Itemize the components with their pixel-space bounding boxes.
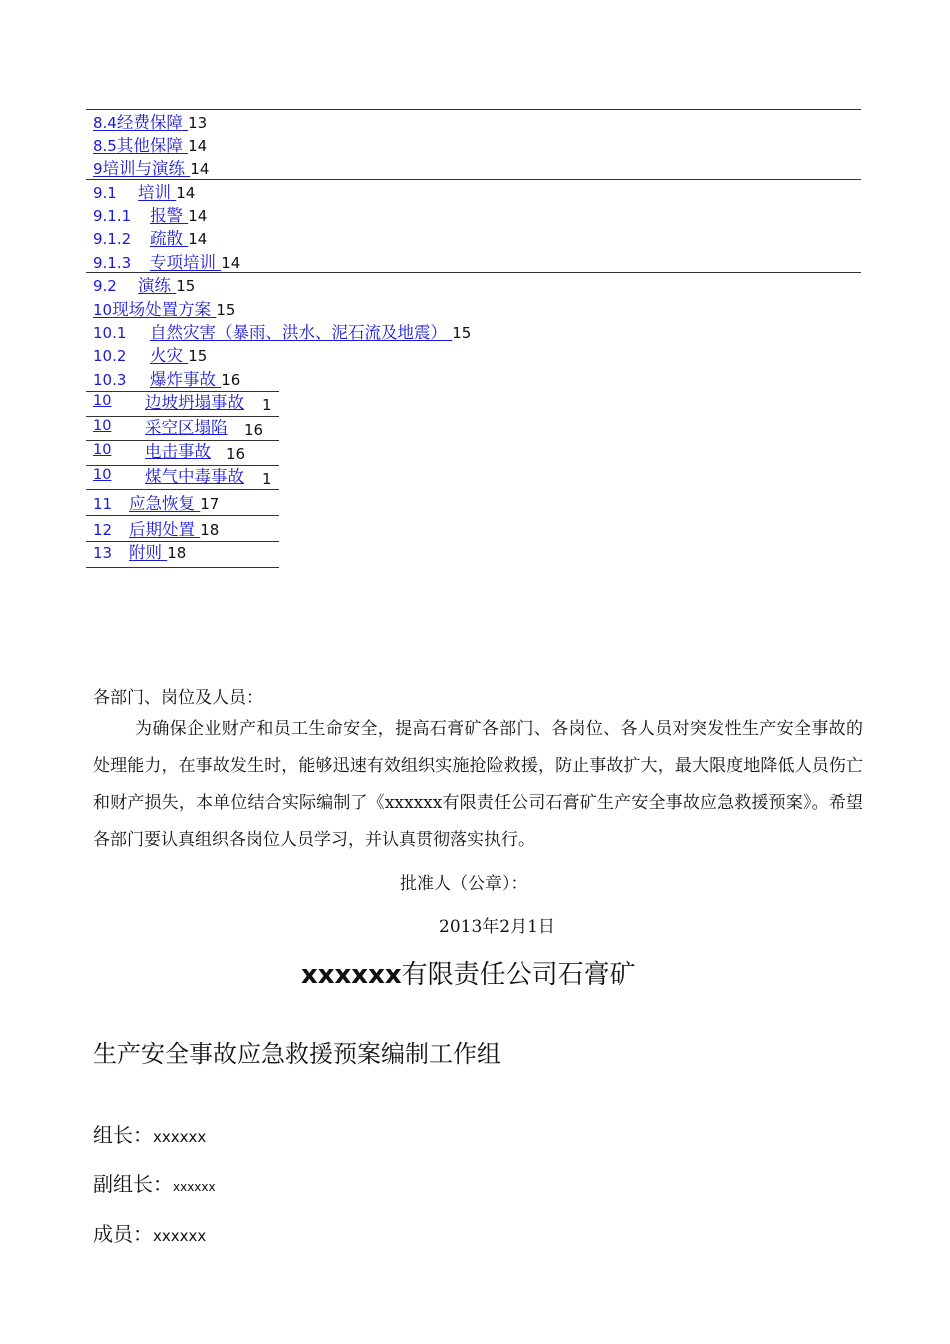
toc-link[interactable]: 煤气中毒事故 [145,467,244,486]
toc-link-number[interactable]: 10 [93,418,112,434]
toc-entry[interactable] [93,520,219,540]
toc-link[interactable]: 13 附则 [93,543,162,562]
toc-link[interactable]: 9.1.3 专项培训 [93,253,216,272]
toc-page-number: 18 [200,521,220,539]
toc-link[interactable]: 12 后期处置 [93,520,195,539]
toc-entry[interactable] [0,465,300,489]
toc-page-number: 15 [176,277,196,295]
toc-link[interactable]: 电击事故 [145,442,211,461]
toc-link[interactable]: 9.1.2 疏散 [93,229,183,248]
letter-body: 为确保企业财产和员工生命安全，提高石膏矿各部门、各岗位、各人员对突发性生产安全事故的处理能力，在事故发生时，能够迅速有效组织实施抢险救援，防止事故扩大，最大限度地降低人员伤亡和财产损失，本单位结合实际编制了《xxxxxx有限责任公司石膏矿生产安全事故应急救援预案》。希望各部门要认真组织各岗位人员学习，并认真贯彻落实执行。 [93,719,863,850]
toc-page-number: 13 [188,114,208,132]
toc-entry[interactable] [93,206,207,226]
deputy-leader [93,1168,216,1197]
toc-divider [86,515,279,516]
toc-entry[interactable] [93,494,219,514]
group-leader [93,1119,206,1148]
toc-entry[interactable] [93,370,240,390]
toc-entry[interactable] [93,183,195,203]
toc-link-number[interactable]: 10 [93,467,112,483]
toc-page-number: 14 [188,207,208,225]
toc-entry[interactable] [93,136,207,156]
toc-divider [86,109,861,110]
toc-link[interactable]: 8.5其他保障 [93,136,183,155]
toc-page-number: 15 [188,347,208,365]
toc-link[interactable]: 10现场处置方案 [93,300,212,319]
deputy-value: xxxxxx [173,1180,216,1194]
toc-page-number: 1 [262,396,272,414]
toc-link[interactable]: 9培训与演练 [93,159,186,178]
approver-line: 批准人（公章）： [400,874,528,894]
toc-entry[interactable] [93,113,207,133]
letter-salutation: 各部门、岗位及人员： [93,688,263,708]
toc-entry[interactable] [93,253,240,273]
toc-page-number: 18 [167,544,187,562]
toc-page-number: 14 [176,184,196,202]
member-label: 成员： [93,1222,153,1246]
toc-link[interactable]: 边坡坍塌事故 [145,393,244,412]
toc-page-number: 16 [221,371,241,389]
toc-entry[interactable] [93,229,207,249]
toc-entry[interactable] [93,159,209,179]
group-members [93,1218,206,1247]
toc-entry[interactable] [93,323,471,343]
toc-page-number: 17 [200,495,220,513]
toc-divider [86,567,279,568]
leader-value: xxxxxx [153,1128,207,1146]
toc-page-number: 14 [190,160,210,178]
toc-link[interactable]: 9.1 培训 [93,183,171,202]
company-name-prefix: xxxxxx [301,960,402,990]
toc-divider [86,489,279,490]
toc-link[interactable]: 11 应急恢复 [93,494,195,513]
toc-link[interactable]: 采空区塌陷 [145,418,228,437]
toc-link[interactable]: 9.1.1 报警 [93,206,183,225]
toc-entry[interactable] [0,440,300,465]
toc-page-number: 16 [226,445,246,463]
toc-page-number: 14 [221,254,241,272]
member-value: xxxxxx [153,1227,207,1245]
letter-date: 2013年2月1日 [439,917,555,937]
toc-link[interactable]: 10.3 爆炸事故 [93,370,216,389]
toc-page-number: 1 [262,470,272,488]
toc-entry[interactable] [0,391,300,416]
toc-link[interactable]: 10.2 火灾 [93,346,183,365]
company-name-suffix: 有限责任公司石膏矿 [401,960,636,990]
toc-entry[interactable] [93,300,235,320]
toc-page-number: 15 [452,324,472,342]
toc-divider [86,541,279,542]
toc-page-number: 14 [188,137,208,155]
leader-label: 组长： [93,1123,153,1147]
toc-divider [86,179,861,180]
toc-entry[interactable] [93,543,186,563]
toc-page-number: 14 [188,230,208,248]
toc-link-number[interactable]: 10 [93,442,112,458]
toc-link[interactable]: 9.2 演练 [93,276,171,295]
toc-entry[interactable] [0,416,300,440]
toc-entry[interactable] [93,276,195,296]
group-title: 生产安全事故应急救援预案编制工作组 [93,1040,501,1068]
company-name [301,954,636,991]
toc-page-number: 16 [244,421,264,439]
toc-entry[interactable] [93,346,207,366]
deputy-label: 副组长： [93,1172,173,1196]
toc-link[interactable]: 8.4经费保障 [93,113,183,132]
toc-link[interactable]: 10.1 自然灾害（暴雨、洪水、泥石流及地震） [93,323,447,342]
toc-page-number: 15 [216,301,236,319]
toc-link-number[interactable]: 10 [93,393,112,409]
